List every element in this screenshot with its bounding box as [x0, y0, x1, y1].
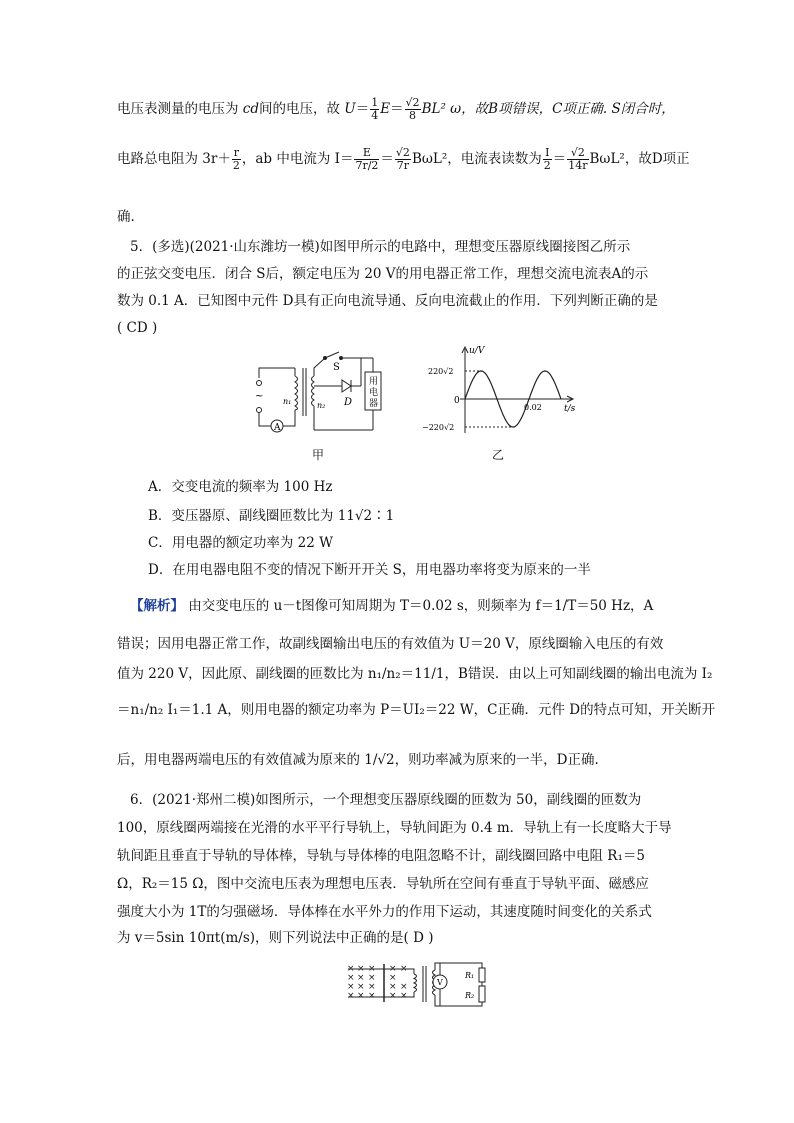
q5-line-2: 的正弦交变电压．闭合 S后，额定电压为 20 V的用电器正常工作，理想交流电流表A的示	[117, 266, 649, 282]
magnetic-field-cross: ×	[368, 964, 376, 974]
voltmeter-label: V	[437, 978, 443, 987]
fraction: $\frac{r}{2}$	[232, 146, 240, 172]
ammeter-label: A	[274, 423, 281, 433]
option-d: D．在用电器电阻不变的情况下断开开关 S，用电器功率将变为原来的一半	[148, 562, 591, 578]
n1-label: n₁	[283, 397, 292, 406]
magnetic-field-cross: ×	[400, 982, 408, 992]
magnetic-field-cross: ×	[357, 964, 365, 974]
magnetic-field-cross: ×	[347, 964, 355, 974]
prev-line-2: 电路总电阻为 3r＋ $\frac{r}{2}$ ，ab 中电流为 I＝ $\frac{E}{7r/2}$ ＝ $\frac{√2}{7r}$ BωL²，电流表读数为 $\frac{I}{2}$ ＝ $\frac{√2}{14r}$ BωL²，故D项正	[117, 146, 690, 172]
q5-line-1: 5．(多选)(2021·山东潍坊一模)如图甲所示的电路中，理想变压器原线圈接图乙所示	[130, 239, 631, 255]
r2-label: R₂	[465, 991, 475, 1000]
magnetic-field-cross: ×	[368, 991, 376, 1001]
switch-label: S	[333, 362, 340, 373]
figure-caption-yi: 乙	[492, 448, 505, 462]
magnetic-field-cross: ×	[368, 973, 376, 983]
q5-line-3: 数为 0.1 A．已知图中元件 D具有正向电流导通、反向电流截止的作用．下列判断正确的是	[117, 293, 658, 309]
sine-wave-graph-yi	[420, 345, 580, 435]
fraction: $\frac{√2}{8}$	[405, 96, 420, 122]
magnetic-field-cross: ×	[347, 991, 355, 1001]
r1-label: R₁	[465, 971, 475, 980]
magnetic-field-cross: ×	[357, 982, 365, 992]
rail-transformer-diagram	[340, 958, 500, 1014]
tick-002: 0.02	[524, 403, 542, 412]
prev-line-3: 确.	[117, 209, 135, 225]
analysis-line-4: ＝n₁/n₂ I₁＝1.1 A，则用电器的额定功率为 P＝UI₂＝22 W，C正确．元件 D的特点可知，开关断开	[117, 702, 716, 718]
q6-line-3: 轨间距且垂直于导轨的导体棒，导轨与导体棒的电阻忽略不计，副线圈回路中电阻 R₁＝5	[117, 848, 645, 864]
fraction: $\frac{E}{7r/2}$	[355, 146, 379, 172]
x-axis-label: t/s	[564, 404, 576, 414]
fraction: $\frac{√2}{14r}$	[568, 146, 588, 172]
magnetic-field-cross: ×	[357, 991, 365, 1001]
circuit-diagram-jia	[245, 350, 395, 445]
magnetic-field-cross: ×	[389, 982, 397, 992]
analysis-line-3: 值为 220 V，因此原、副线圈的匝数比为 n₁/n₂＝11/1，B错误．由以上可知副线圈的输出电流为 I₂	[117, 666, 713, 682]
magnetic-field-cross: ×	[389, 973, 397, 983]
analysis-line-2: 错误；因用电器正常工作，故副线圈输出电压的有效值为 U＝20 V，原线圈输入电压的有效	[117, 636, 664, 652]
magnetic-field-cross: ×	[368, 982, 376, 992]
ac-source-symbol: ~	[255, 391, 264, 402]
tick-min: −220√2	[422, 423, 455, 432]
option-c: C．用电器的额定功率为 22 W	[148, 535, 333, 551]
q6-line-4: Ω，R₂＝15 Ω，图中交流电压表为理想电压表．导轨所在空间有垂直于导轨平面、磁感应	[117, 876, 649, 892]
y-axis-label: u/V	[469, 346, 485, 356]
magnetic-field-cross: ×	[357, 973, 365, 983]
magnetic-field-cross: ×	[347, 982, 355, 992]
diode-label: D	[344, 397, 353, 408]
analysis-line-1: 【解析】 由交变电压的 u－t图像可知周期为 T＝0.02 s，则频率为 f＝1/T＝50 Hz，A	[130, 598, 654, 614]
figure-caption-jia: 甲	[312, 448, 325, 462]
q6-line-6: 为 v＝5sin 10πt(m/s)，则下列说法中正确的是( D )	[117, 930, 434, 946]
option-b: B．变压器原、副线圈匝数比为 11√2∶1	[148, 508, 395, 524]
tick-max: 220√2	[428, 367, 454, 376]
origin-label: 0	[454, 396, 460, 406]
magnetic-field-cross: ×	[400, 964, 408, 974]
q6-line-5: 强度大小为 1T的匀强磁场．导体棒在水平外力的作用下运动，其速度随时间变化的关系式	[117, 904, 652, 920]
prev-line-1: 电压表测量的电压为 cd间的电压，故 U＝ $\frac{1}{4}$ E＝ $\frac{√2}{8}$ BL² ω，故B项错误，C项正确. S闭合时，	[117, 96, 675, 122]
n2-label: n₂	[317, 401, 326, 410]
magnetic-field-cross: ×	[347, 973, 355, 983]
magnetic-field-cross: ×	[389, 991, 397, 1001]
device-label: 用电器	[369, 377, 379, 409]
option-a: A．交变电流的频率为 100 Hz	[148, 479, 333, 495]
fraction: $\frac{I}{2}$	[543, 146, 551, 172]
q5-line-4: ( CD )	[117, 320, 158, 336]
magnetic-field-cross: ×	[400, 991, 408, 1001]
fraction: $\frac{√2}{7r}$	[395, 146, 410, 172]
fraction: $\frac{1}{4}$	[371, 96, 379, 122]
analysis-line-5: 后，用电器两端电压的有效值减为原来的 1/√2，则功率减为原来的一半，D正确.	[117, 752, 599, 768]
q6-line-2: 100，原线圈两端接在光滑的水平平行导轨上，导轨间距为 0.4 m．导轨上有一长度略大于导	[117, 820, 672, 836]
q6-line-1: 6．(2021·郑州二模)如图所示，一个理想变压器原线圈的匝数为 50，副线圈的匝数为	[130, 792, 642, 808]
analysis-tag: 【解析】	[130, 598, 184, 614]
magnetic-field-cross: ×	[389, 964, 397, 974]
